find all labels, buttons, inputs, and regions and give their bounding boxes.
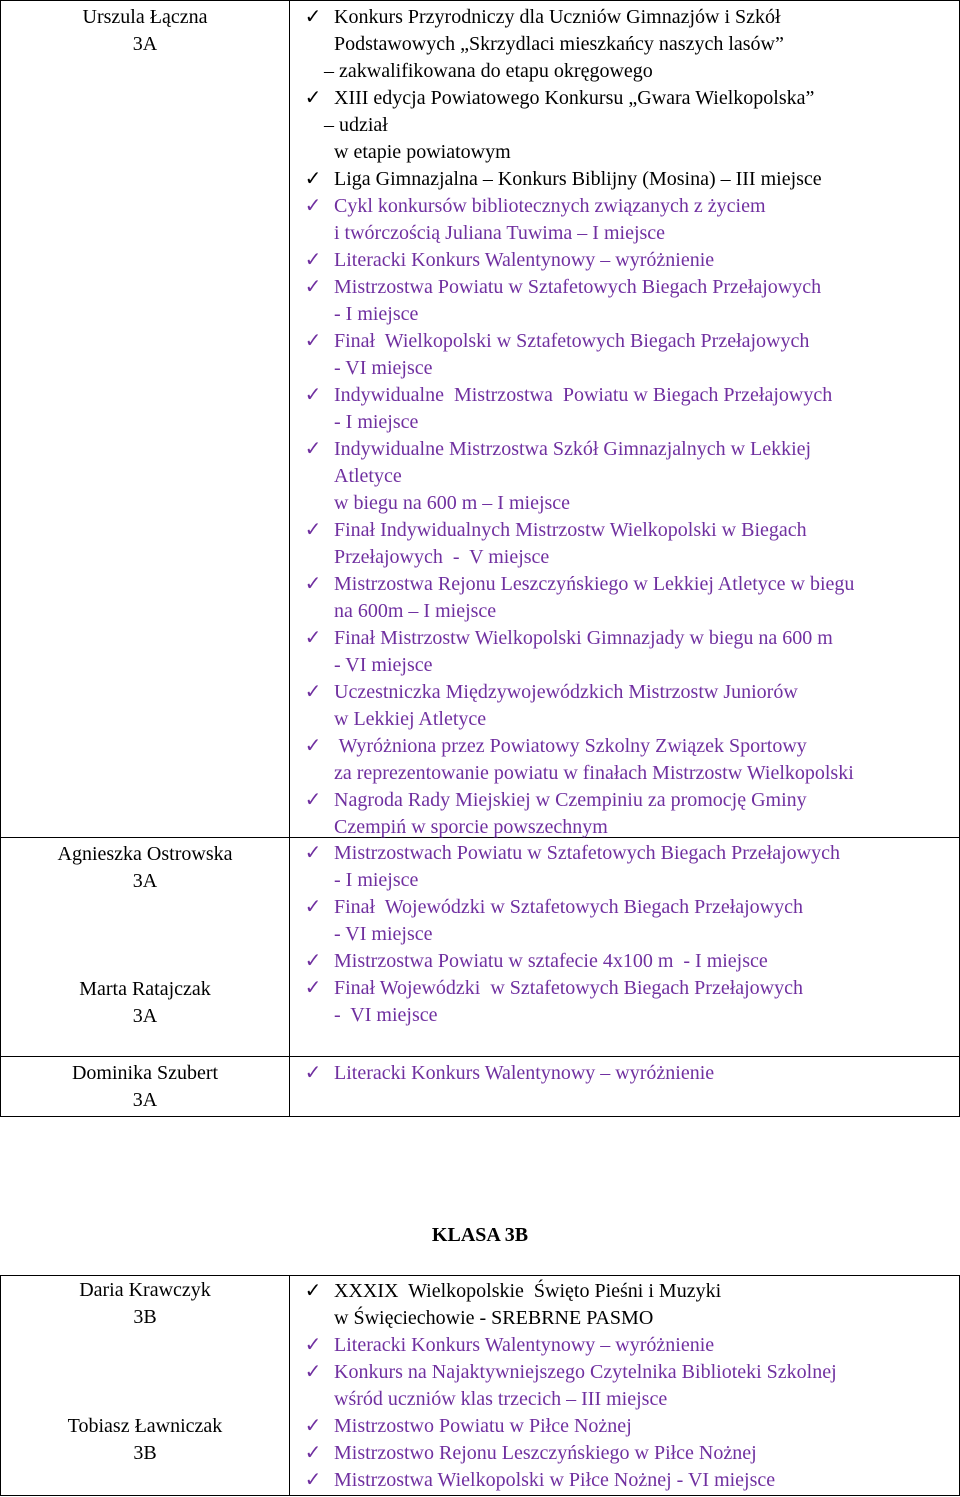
achievement-text: Przełajowych - V miejsce bbox=[334, 546, 550, 568]
student-cell bbox=[1, 1, 290, 838]
achievement-text: Finał Mistrzostw Wielkopolski Gimnazjady w biegu na 600 m bbox=[334, 627, 833, 649]
student-class: 3B bbox=[133, 1306, 157, 1328]
achievement-line bbox=[290, 625, 959, 652]
achievement-line bbox=[290, 867, 959, 894]
achievement-text: Atletyce bbox=[334, 465, 402, 487]
achievement-line bbox=[290, 31, 959, 58]
achievement-list bbox=[290, 838, 959, 1056]
achievement-text: Mistrzostwo Rejonu Leszczyńskiego w Piłce Nożnej bbox=[334, 1442, 757, 1464]
achievement-line bbox=[290, 490, 959, 517]
achievement-text: Uczestniczka Międzywojewódzkich Mistrzostw Juniorów bbox=[334, 681, 798, 703]
student-cell bbox=[1, 838, 290, 1057]
achievement-text: w biegu na 600 m – I miejsce bbox=[334, 492, 571, 514]
check-icon: ✓ bbox=[304, 573, 322, 595]
student-class: 3B bbox=[133, 1442, 157, 1464]
student-name: Agnieszka Ostrowska bbox=[57, 843, 233, 865]
check-icon: ✓ bbox=[304, 1062, 322, 1084]
achievement-line bbox=[290, 355, 959, 382]
achievement-text: Mistrzostwa Rejonu Leszczyńskiego w Lekkiej Atletyce w biegu bbox=[334, 573, 855, 595]
achievement-line bbox=[290, 598, 959, 625]
achievement-line bbox=[290, 1413, 959, 1440]
table-row bbox=[1, 1057, 960, 1117]
achievement-text: Podstawowych „Skrzydlaci mieszkańcy naszych lasów” bbox=[334, 33, 784, 55]
achievement-text: - VI miejsce bbox=[334, 923, 433, 945]
student-name: Marta Ratajczak bbox=[79, 978, 211, 1000]
achievement-line bbox=[290, 652, 959, 679]
achievement-text: Czempiń w sporcie powszechnym bbox=[334, 816, 608, 838]
table-row bbox=[1, 838, 960, 1057]
achievement-line bbox=[290, 301, 959, 328]
check-icon: ✓ bbox=[304, 681, 322, 703]
achievement-line bbox=[290, 1002, 959, 1029]
student-name: Urszula Łączna bbox=[82, 6, 208, 28]
check-icon: ✓ bbox=[304, 519, 322, 541]
achievement-text: Konkurs Przyrodniczy dla Uczniów Gimnazjów i Szkół bbox=[334, 6, 781, 28]
student-name: Dominika Szubert bbox=[71, 1062, 219, 1084]
check-icon: ✓ bbox=[304, 735, 322, 757]
achievement-text: - VI miejsce bbox=[334, 654, 433, 676]
achievement-text: Nagroda Rady Miejskiej w Czempiniu za promocję Gminy bbox=[334, 789, 807, 811]
achievement-text: Indywidualne Mistrzostwa Szkół Gimnazjalnych w Lekkiej bbox=[334, 438, 812, 460]
achievement-text: w etapie powiatowym bbox=[334, 141, 511, 163]
achievement-line bbox=[290, 247, 959, 274]
achievement-text: Finał Wojewódzki w Sztafetowych Biegach Przełajowych bbox=[334, 977, 804, 999]
achievements-cell bbox=[290, 838, 960, 1057]
achievement-text: Finał Indywidualnych Mistrzostw Wielkopolski w Biegach bbox=[334, 519, 807, 541]
student-class: 3A bbox=[132, 1005, 158, 1027]
check-icon: ✓ bbox=[304, 1442, 322, 1464]
achievement-list bbox=[290, 1, 959, 837]
check-icon: ✓ bbox=[304, 1415, 322, 1437]
student-name: Tobiasz Ławniczak bbox=[67, 1415, 223, 1437]
achievement-line bbox=[290, 894, 959, 921]
achievement-text: Liga Gimnazjalna – Konkurs Biblijny (Mosina) – III miejsce bbox=[334, 168, 822, 190]
student-class: 3A bbox=[132, 870, 158, 892]
achievement-line bbox=[290, 193, 959, 220]
achievement-text: – zakwalifikowana do etapu okręgowego bbox=[324, 60, 653, 82]
achievement-line bbox=[290, 1359, 959, 1386]
achievements-cell bbox=[290, 1, 960, 838]
achievement-text: XIII edycja Powiatowego Konkursu „Gwara Wielkopolska” bbox=[334, 87, 815, 109]
achievements-cell bbox=[290, 1057, 960, 1117]
check-icon: ✓ bbox=[304, 1280, 322, 1302]
achievement-text: Finał Wojewódzki w Sztafetowych Biegach Przełajowych bbox=[334, 896, 804, 918]
achievement-line bbox=[290, 220, 959, 247]
achievement-line bbox=[290, 921, 959, 948]
achievement-line bbox=[290, 112, 959, 139]
check-icon: ✓ bbox=[304, 87, 322, 109]
achievement-line bbox=[290, 436, 959, 463]
achievement-text: Literacki Konkurs Walentynowy – wyróżnienie bbox=[334, 1334, 715, 1356]
achievements-table-3b bbox=[0, 1275, 960, 1496]
check-icon: ✓ bbox=[304, 977, 322, 999]
achievement-line bbox=[290, 4, 959, 31]
achievement-text: Literacki Konkurs Walentynowy – wyróżnienie bbox=[334, 1062, 715, 1084]
achievement-line bbox=[290, 328, 959, 355]
achievement-line bbox=[290, 1467, 959, 1494]
achievement-line bbox=[290, 1060, 959, 1087]
achievement-text: Mistrzostwa Powiatu w sztafecie 4x100 m - I miejsce bbox=[334, 950, 768, 972]
achievement-text: Mistrzostwa Wielkopolski w Piłce Nożnej - VI miejsce bbox=[334, 1469, 776, 1491]
check-icon: ✓ bbox=[304, 896, 322, 918]
table-row bbox=[1, 1276, 960, 1496]
achievement-line bbox=[290, 274, 959, 301]
achievement-text: na 600m – I miejsce bbox=[334, 600, 497, 622]
achievement-line bbox=[290, 975, 959, 1002]
achievement-text: w Święciechowie - SREBRNE PASMO bbox=[334, 1307, 654, 1329]
achievement-text: - I miejsce bbox=[334, 303, 419, 325]
student-cell bbox=[1, 1276, 290, 1496]
achievement-text: Wyróżniona przez Powiatowy Szkolny Związek Sportowy bbox=[334, 735, 807, 757]
student-class: 3A bbox=[132, 1089, 158, 1111]
check-icon: ✓ bbox=[304, 1361, 322, 1383]
achievement-text: - I miejsce bbox=[334, 411, 419, 433]
achievement-text: Indywidualne Mistrzostwa Powiatu w Biegach Przełajowych bbox=[334, 384, 833, 406]
achievement-line bbox=[290, 1278, 959, 1305]
achievement-line bbox=[290, 544, 959, 571]
achievement-text: - I miejsce bbox=[334, 869, 419, 891]
check-icon: ✓ bbox=[304, 168, 322, 190]
table-row bbox=[1, 1, 960, 838]
achievement-text: za reprezentowanie powiatu w finałach Mistrzostw Wielkopolski bbox=[334, 762, 854, 784]
achievement-line bbox=[290, 139, 959, 166]
achievement-line bbox=[290, 706, 959, 733]
achievement-line bbox=[290, 571, 959, 598]
achievements-cell bbox=[290, 1276, 960, 1496]
check-icon: ✓ bbox=[304, 330, 322, 352]
student-name: Daria Krawczyk bbox=[79, 1279, 211, 1301]
achievement-text: Finał Wielkopolski w Sztafetowych Biegach Przełajowych bbox=[334, 330, 810, 352]
check-icon: ✓ bbox=[304, 1334, 322, 1356]
achievement-line bbox=[290, 1332, 959, 1359]
achievement-line bbox=[290, 409, 959, 436]
check-icon: ✓ bbox=[304, 438, 322, 460]
achievement-line bbox=[290, 463, 959, 490]
achievement-text: Literacki Konkurs Walentynowy – wyróżnienie bbox=[334, 249, 715, 271]
achievement-text: w Lekkiej Atletyce bbox=[334, 708, 487, 730]
student-cell bbox=[1, 1057, 290, 1117]
achievement-list bbox=[290, 1276, 959, 1495]
achievement-line bbox=[290, 733, 959, 760]
achievement-text: - VI miejsce bbox=[334, 357, 433, 379]
achievement-text: i twórczością Juliana Tuwima – I miejsce bbox=[334, 222, 666, 244]
check-icon: ✓ bbox=[304, 6, 322, 28]
check-icon: ✓ bbox=[304, 276, 322, 298]
achievement-line bbox=[290, 1305, 959, 1332]
achievement-text: - VI miejsce bbox=[334, 1004, 438, 1026]
achievement-text: – udział bbox=[324, 114, 388, 136]
check-icon: ✓ bbox=[304, 842, 322, 864]
check-icon: ✓ bbox=[304, 249, 322, 271]
class-heading: KLASA 3B bbox=[431, 1224, 529, 1246]
check-icon: ✓ bbox=[304, 627, 322, 649]
check-icon: ✓ bbox=[304, 1469, 322, 1491]
check-icon: ✓ bbox=[304, 789, 322, 811]
achievement-line bbox=[290, 58, 959, 85]
check-icon: ✓ bbox=[304, 384, 322, 406]
achievement-line bbox=[290, 840, 959, 867]
achievement-line bbox=[290, 760, 959, 787]
achievement-line bbox=[290, 1440, 959, 1467]
achievement-text: Mistrzostwo Powiatu w Piłce Nożnej bbox=[334, 1415, 632, 1437]
check-icon: ✓ bbox=[304, 195, 322, 217]
achievement-line bbox=[290, 948, 959, 975]
achievement-text: XXXIX Wielkopolskie Święto Pieśni i Muzyki bbox=[334, 1280, 722, 1302]
achievement-line bbox=[290, 679, 959, 706]
check-icon: ✓ bbox=[304, 950, 322, 972]
achievement-line bbox=[290, 85, 959, 112]
achievement-list bbox=[290, 1057, 959, 1116]
achievement-line bbox=[290, 1386, 959, 1413]
achievement-line bbox=[290, 166, 959, 193]
achievement-text: Konkurs na Najaktywniejszego Czytelnika Biblioteki Szkolnej bbox=[334, 1361, 837, 1383]
achievement-line bbox=[290, 814, 959, 841]
achievement-text: Mistrzostwa Powiatu w Sztafetowych Biegach Przełajowych bbox=[334, 276, 822, 298]
achievement-text: Mistrzostwach Powiatu w Sztafetowych Biegach Przełajowych bbox=[334, 842, 840, 864]
student-class: 3A bbox=[132, 33, 158, 55]
achievement-line bbox=[290, 787, 959, 814]
achievement-text: wśród uczniów klas trzecich – III miejsce bbox=[334, 1388, 668, 1410]
achievement-line bbox=[290, 517, 959, 544]
achievement-line bbox=[290, 382, 959, 409]
achievement-text: Cykl konkursów bibliotecznych związanych z życiem bbox=[334, 195, 766, 217]
